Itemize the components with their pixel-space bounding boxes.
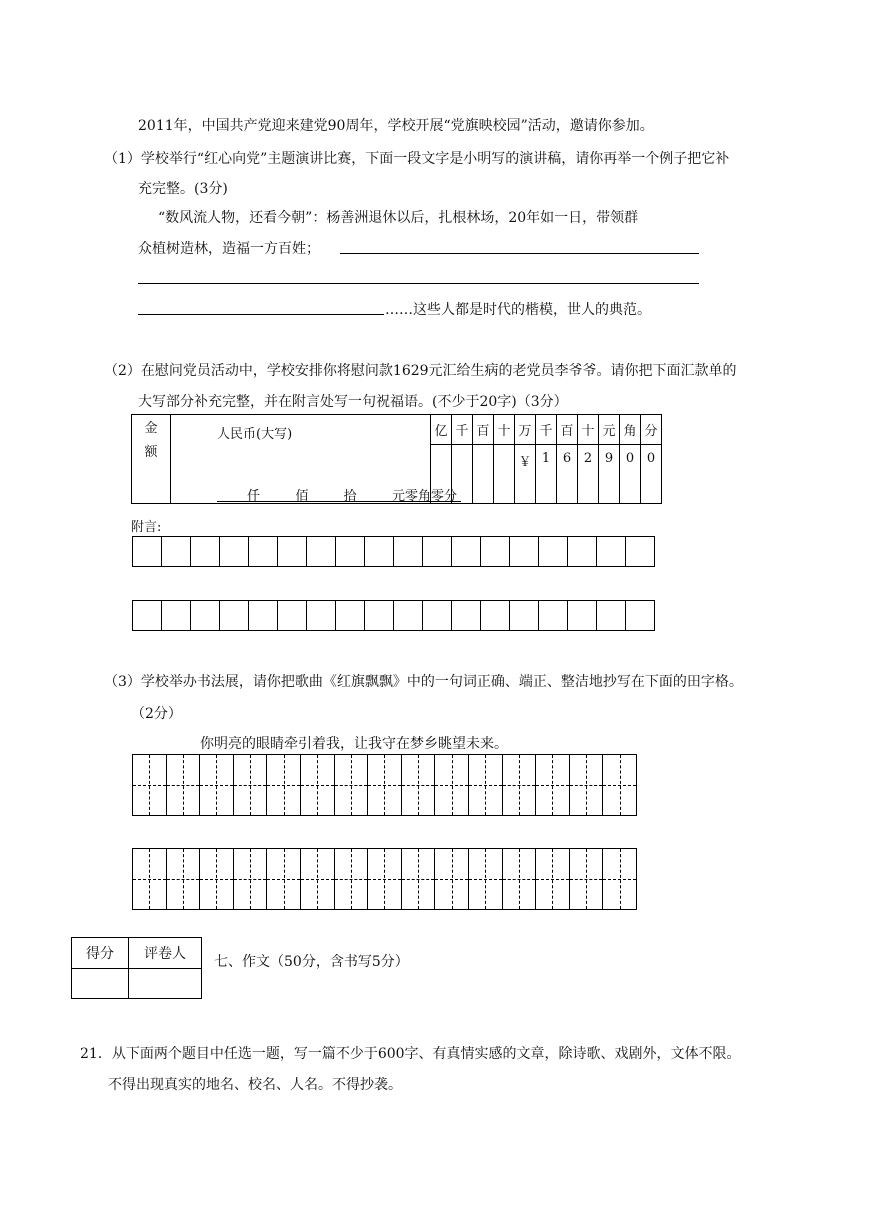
q1-speech-line1: “数风流人物，还看今朝”：杨善洲退休以后，扎根林场，20年如一日，带领群: [158, 210, 639, 226]
note-box[interactable]: [422, 600, 452, 631]
q21-prompt-line1: 21．从下面两个题目中任选一题，写一篇不少于600字、有真情实感的文章，除诗歌、戏剧外，文体不限。: [80, 1046, 741, 1062]
unit-header: 万: [515, 415, 536, 445]
tianzige-cell[interactable]: [367, 848, 402, 910]
tianzige-cell[interactable]: [334, 848, 369, 910]
note-box[interactable]: [596, 600, 626, 631]
note-box[interactable]: [422, 536, 452, 567]
note-box[interactable]: [335, 600, 365, 631]
q1-answer-blank-1[interactable]: [340, 253, 699, 254]
unit-header: 角: [620, 415, 641, 445]
digit-cell: 6: [557, 445, 578, 504]
amount-label-1: 金: [144, 421, 158, 436]
tianzige-cell[interactable]: [132, 848, 167, 910]
tianzige-cell[interactable]: [266, 848, 301, 910]
unit-bai: 佰: [295, 489, 309, 504]
tianzige-cell[interactable]: [166, 754, 201, 816]
note-box[interactable]: [132, 536, 162, 567]
tianzige-cell[interactable]: [233, 754, 268, 816]
q1-speech-end: ……这些人都是时代的楷模，世人的典范。: [385, 302, 651, 318]
tianzige-row-2[interactable]: [132, 848, 637, 910]
score-table: [71, 937, 202, 999]
unit-header: 十: [578, 415, 599, 445]
q1-answer-blank-3[interactable]: [138, 314, 384, 315]
tianzige-cell[interactable]: [199, 848, 234, 910]
tianzige-cell[interactable]: [569, 848, 604, 910]
digit-cell: 1: [536, 445, 557, 504]
grader-header: 评卷人: [129, 938, 202, 969]
tianzige-cell[interactable]: [300, 754, 335, 816]
tianzige-cell[interactable]: [468, 754, 503, 816]
unit-header: 元: [599, 415, 620, 445]
rmb-capital-label: 人民币(大写): [217, 427, 293, 442]
note-box[interactable]: [248, 536, 278, 567]
unit-header: 千: [452, 415, 473, 445]
tianzige-cell[interactable]: [132, 754, 167, 816]
tianzige-cell[interactable]: [569, 754, 604, 816]
q21-prompt-line2: 不得出现真实的地名、校名、人名。不得抄袭。: [108, 1077, 402, 1093]
tianzige-cell[interactable]: [401, 754, 436, 816]
unit-qian: 仟: [247, 489, 261, 504]
note-box[interactable]: [393, 536, 423, 567]
tianzige-cell[interactable]: [266, 754, 301, 816]
tianzige-cell[interactable]: [233, 848, 268, 910]
note-box[interactable]: [306, 536, 336, 567]
amount-label-cell: [132, 415, 171, 504]
q3-prompt-line1: （3）学校举办书法展，请你把歌曲《红旗飘飘》中的一句词正确、端正、整洁地抄写在下面的田字格。: [104, 674, 743, 690]
amount-label-2: 额: [144, 445, 158, 460]
note-box[interactable]: [364, 536, 394, 567]
q3-prompt-line2: （2分）: [131, 706, 182, 722]
tianzige-cell[interactable]: [602, 754, 637, 816]
rmb-capital-cell[interactable]: [171, 415, 457, 504]
note-box[interactable]: [364, 600, 394, 631]
note-box[interactable]: [625, 600, 655, 631]
q2-prompt-line1: （2）在慰问党员活动中，学校安排你将慰问款1629元汇给生病的老党员李爷爷。请你把下面汇款单的: [104, 363, 737, 379]
intro-text: 2011年，中国共产党迎来建党90周年，学校开展“党旗映校园”活动，邀请你参加。: [138, 118, 654, 134]
tianzige-cell[interactable]: [300, 848, 335, 910]
digit-cell: ￥: [515, 445, 536, 504]
unit-header: 百: [557, 415, 578, 445]
note-box[interactable]: [480, 600, 510, 631]
note-box[interactable]: [219, 536, 249, 567]
note-box[interactable]: [190, 600, 220, 631]
note-box[interactable]: [567, 600, 597, 631]
digit-cell: 9: [599, 445, 620, 504]
tianzige-cell[interactable]: [334, 754, 369, 816]
tianzige-cell[interactable]: [166, 848, 201, 910]
q1-speech-line2: 众植树造林，造福一方百姓；: [138, 241, 320, 257]
note-label: 附言:: [131, 520, 162, 535]
note-box[interactable]: [596, 536, 626, 567]
q2-prompt-line2: 大写部分补充完整，并在附言处写一句祝福语。(不少于20字)（3分）: [138, 394, 568, 410]
q1-prompt-line1: （1）学校举行“红心向党”主题演讲比赛，下面一段文字是小明写的演讲稿，请你再举一个例子把它补: [104, 151, 730, 167]
note-box[interactable]: [219, 600, 249, 631]
unit-shi: 拾: [343, 489, 357, 504]
tianzige-cell[interactable]: [502, 754, 537, 816]
note-box[interactable]: [451, 536, 481, 567]
note-box[interactable]: [277, 536, 307, 567]
note-box[interactable]: [277, 600, 307, 631]
note-box[interactable]: [306, 600, 336, 631]
tianzige-cell[interactable]: [367, 754, 402, 816]
note-box[interactable]: [335, 536, 365, 567]
note-box[interactable]: [161, 536, 191, 567]
tianzige-row-1[interactable]: [132, 754, 637, 816]
tianzige-cell[interactable]: [199, 754, 234, 816]
note-box[interactable]: [132, 600, 162, 631]
note-box[interactable]: [567, 536, 597, 567]
tianzige-cell[interactable]: [434, 848, 469, 910]
note-box[interactable]: [538, 536, 568, 567]
tianzige-cell[interactable]: [468, 848, 503, 910]
note-box[interactable]: [190, 536, 220, 567]
unit-yuan-jiao-fen: 元零角零分: [391, 489, 457, 504]
note-box[interactable]: [451, 600, 481, 631]
note-box[interactable]: [480, 536, 510, 567]
tianzige-cell[interactable]: [602, 848, 637, 910]
note-box[interactable]: [509, 536, 539, 567]
note-box-row-2[interactable]: [132, 600, 655, 631]
digit-cell: 2: [578, 445, 599, 504]
note-box[interactable]: [161, 600, 191, 631]
note-box-row-1[interactable]: [132, 536, 655, 567]
tianzige-cell[interactable]: [502, 848, 537, 910]
digit-cell: 0: [620, 445, 641, 504]
unit-header: 亿: [431, 415, 452, 445]
note-box[interactable]: [538, 600, 568, 631]
rmb-capital-fill: [217, 485, 461, 502]
tianzige-cell[interactable]: [535, 848, 570, 910]
digit-cell: 0: [641, 445, 662, 504]
tianzige-cell[interactable]: [401, 848, 436, 910]
grader-cell[interactable]: [129, 969, 202, 999]
q3-lyric: 你明亮的眼睛牵引着我，让我守在梦乡眺望未来。: [200, 736, 508, 752]
digit-cell: [494, 445, 515, 504]
score-header: 得分: [72, 938, 129, 969]
unit-header: 千: [536, 415, 557, 445]
score-cell[interactable]: [72, 969, 129, 999]
note-box[interactable]: [393, 600, 423, 631]
unit-header: 十: [494, 415, 515, 445]
note-box[interactable]: [625, 536, 655, 567]
unit-header: 分: [641, 415, 662, 445]
note-box[interactable]: [509, 600, 539, 631]
tianzige-cell[interactable]: [535, 754, 570, 816]
unit-header: 百: [473, 415, 494, 445]
q1-prompt-line2: 充完整。(3分): [138, 181, 228, 197]
tianzige-cell[interactable]: [434, 754, 469, 816]
q1-answer-blank-2[interactable]: [138, 283, 699, 284]
digit-cell: [473, 445, 494, 504]
section-7-title: 七、作文（50分，含书写5分）: [214, 954, 409, 970]
note-box[interactable]: [248, 600, 278, 631]
remittance-table: [131, 414, 662, 504]
